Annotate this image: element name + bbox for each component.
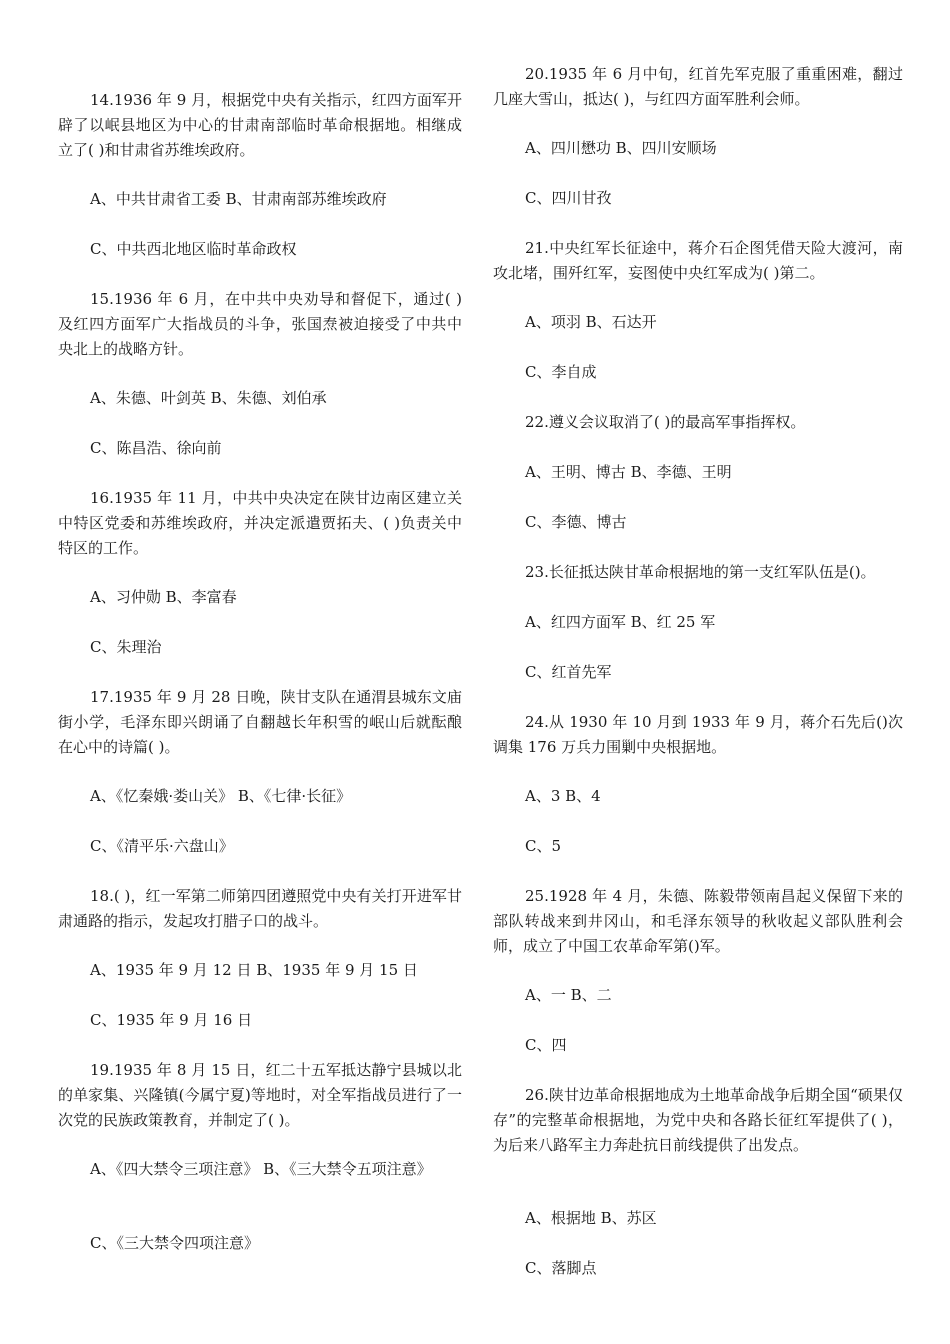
question-16-option-c: C、朱理治 <box>90 638 162 656</box>
question-14: 14.1936 年 9 月，根据党中央有关指示，红四方面军开辟了以岷县地区为中心的甘肃南部临时革命根据地。相继成立了( )和甘肃省苏维埃政府。 <box>58 91 462 159</box>
question-23-option-c: C、红首先军 <box>525 663 612 681</box>
question-15-option-c: C、陈昌浩、徐向前 <box>90 439 222 457</box>
question-22: 22.遵义会议取消了( )的最高军事指挥权。 <box>525 413 806 431</box>
question-21-options-ab: A、项羽 B、石达开 <box>525 313 657 331</box>
question-14-option-c: C、中共西北地区临时革命政权 <box>90 240 297 258</box>
question-25: 25.1928 年 4 月，朱德、陈毅带领南昌起义保留下来的部队转战来到井冈山，和毛泽东领导的秋收起义部队胜利会师，成立了中国工农革命军第()军。 <box>493 887 903 955</box>
question-15-options-ab: A、朱德、叶剑英 B、朱德、刘伯承 <box>90 389 327 407</box>
question-20-option-c: C、四川甘孜 <box>525 189 612 207</box>
question-20: 20.1935 年 6 月中旬，红首先军克服了重重困难，翻过几座大雪山，抵达( )，与红四方面军胜利会师。 <box>493 65 903 108</box>
question-23-options-ab: A、红四方面军 B、红 25 军 <box>525 613 716 631</box>
question-26: 26.陕甘边革命根据地成为土地革命战争后期全国“硕果仅存”的完整革命根据地，为党中央和各路长征红军提供了( )， 为后来八路军主力奔赴抗日前线提供了出发点。 <box>493 1086 903 1154</box>
question-22-option-c: C、李德、博古 <box>525 513 627 531</box>
question-16-options-ab: A、习仲勋 B、李富春 <box>90 588 237 606</box>
question-24-options-ab: A、3 B、4 <box>525 787 601 805</box>
question-17-options-ab: A、《忆秦娥·娄山关》 B、《七律·长征》 <box>90 787 352 805</box>
question-26-option-c: C、落脚点 <box>525 1259 597 1277</box>
question-17: 17.1935 年 9 月 28 日晚，陕甘支队在通渭县城东文庙街小学，毛泽东即兴朗诵了自翻越长年积雪的岷山后就酝酿在心中的诗篇( )。 <box>58 688 462 756</box>
question-25-option-c: C、四 <box>525 1036 567 1054</box>
question-24-option-c: C、5 <box>525 837 562 855</box>
question-18: 18.( )，红一军第二师第四团遵照党中央有关打开进军甘肃通路的指示，发起攻打腊子口的战斗。 <box>58 887 462 930</box>
question-22-options-ab: A、王明、博古 B、李德、王明 <box>525 463 732 481</box>
question-18-options-ab: A、1935 年 9 月 12 日 B、1935 年 9 月 15 日 <box>90 961 418 979</box>
question-18-option-c: C、1935 年 9 月 16 日 <box>90 1011 253 1029</box>
question-17-option-c: C、《清平乐·六盘山》 <box>90 837 234 855</box>
question-21-option-c: C、李自成 <box>525 363 597 381</box>
question-25-options-ab: A、一 B、二 <box>525 986 612 1004</box>
question-19: 19.1935 年 8 月 15 日，红二十五军抵达静宁县城以北的单家集、兴隆镇(今属宁夏)等地时，对全军指战员进行了一次党的民族政策教育，并制定了( )。 <box>58 1061 462 1129</box>
question-14-options-ab: A、中共甘肃省工委 B、甘肃南部苏维埃政府 <box>90 190 387 208</box>
question-24: 24.从 1930 年 10 月到 1933 年 9 月，蒋介石先后()次调集 176 万兵力围剿中央根据地。 <box>493 713 903 756</box>
question-19-option-c: C、《三大禁令四项注意》 <box>90 1234 259 1252</box>
question-15: 15.1936 年 6 月，在中共中央劝导和督促下，通过( )及红四方面军广大指战员的斗争，张国焘被迫接受了中共中央北上的战略方针。 <box>58 290 462 358</box>
question-21: 21.中央红军长征途中，蒋介石企图凭借天险大渡河，南攻北堵，围歼红军，妄图使中央红军成为( )第二。 <box>493 239 903 282</box>
question-19-options-ab: A、《四大禁令三项注意》 B、《三大禁令五项注意》 <box>90 1160 432 1178</box>
question-16: 16.1935 年 11 月，中共中央决定在陕甘边南区建立关中特区党委和苏维埃政府，并决定派遣贾拓夫、( )负责关中特区的工作。 <box>58 489 462 557</box>
question-26-options-ab: A、根据地 B、苏区 <box>525 1209 657 1227</box>
question-23: 23.长征抵达陕甘革命根据地的第一支红军队伍是()。 <box>525 563 876 581</box>
question-20-options-ab: A、四川懋功 B、四川安顺场 <box>525 139 717 157</box>
